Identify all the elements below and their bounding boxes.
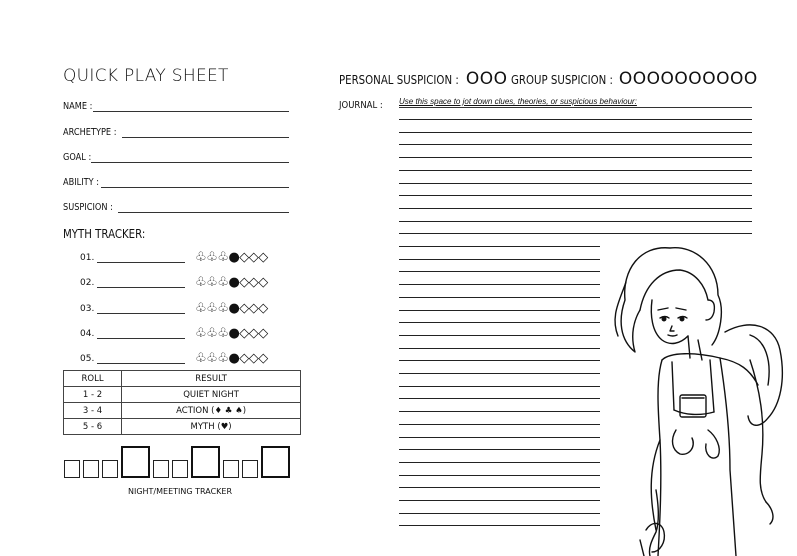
table-header-row	[64, 371, 301, 387]
write-line	[97, 363, 185, 364]
journal-line[interactable]	[399, 195, 752, 196]
sheet-title: QUICK PLAY SHEET	[63, 66, 229, 86]
result-cell: QUIET NIGHT	[122, 387, 301, 403]
journal-line[interactable]	[399, 157, 752, 158]
write-line	[93, 101, 289, 112]
myth-row[interactable]	[80, 250, 300, 267]
suit-track[interactable]: ♧♧♧●◇◇◇	[195, 301, 268, 316]
myth-row-number: 05.	[80, 354, 95, 364]
tracker-meeting-box[interactable]	[191, 446, 220, 478]
suit-track[interactable]: ♧♧♧●◇◇◇	[195, 351, 268, 366]
suit-track[interactable]: ♧♧♧●◇◇◇	[195, 326, 268, 341]
myth-row[interactable]	[80, 351, 300, 368]
journal-line[interactable]	[399, 208, 752, 209]
journal-line[interactable]	[399, 183, 752, 184]
name-field[interactable]	[63, 98, 289, 112]
suit-track[interactable]: ♧♧♧●◇◇◇	[195, 250, 268, 265]
field-label: NAME :	[63, 101, 93, 112]
journal-line[interactable]	[399, 348, 621, 349]
personal-suspicion-circles[interactable]: OOO	[465, 69, 508, 89]
tracker-box[interactable]	[223, 460, 239, 478]
journal-line[interactable]	[399, 259, 621, 260]
suspicion-field[interactable]	[63, 199, 289, 213]
ability-field[interactable]	[63, 174, 289, 188]
field-label: ARCHETYPE :	[63, 127, 117, 138]
journal-line[interactable]	[399, 360, 621, 361]
myth-row[interactable]	[80, 275, 300, 292]
tracker-box[interactable]	[102, 460, 118, 478]
result-header: RESULT	[122, 371, 301, 387]
field-label: ABILITY :	[63, 177, 100, 188]
journal-line[interactable]	[399, 144, 752, 145]
myth-row[interactable]	[80, 326, 300, 343]
goal-field[interactable]	[63, 149, 289, 163]
tracker-box[interactable]	[64, 460, 80, 478]
journal-line[interactable]	[399, 373, 621, 374]
journal-line[interactable]	[399, 322, 621, 323]
write-line	[91, 152, 289, 163]
write-line	[97, 313, 185, 314]
roll-table	[63, 370, 301, 435]
group-suspicion-circles[interactable]: OOOOOOOOOO	[618, 69, 758, 89]
journal-line[interactable]	[399, 233, 752, 234]
journal-line[interactable]	[399, 221, 752, 222]
journal-line[interactable]	[399, 297, 621, 298]
tracker-meeting-box[interactable]	[261, 446, 290, 478]
table-row	[64, 387, 301, 403]
myth-row-number: 02.	[80, 278, 95, 288]
result-cell: ACTION (♦ ♣ ♠)	[122, 403, 301, 419]
tracker-box[interactable]	[153, 460, 169, 478]
tracker-box[interactable]	[242, 460, 258, 478]
journal-line[interactable]	[399, 271, 621, 272]
personal-suspicion	[339, 69, 508, 89]
suit-track[interactable]: ♧♧♧●◇◇◇	[195, 275, 268, 290]
roll-header: ROLL	[64, 371, 122, 387]
roll-cell: 5 - 6	[64, 419, 122, 435]
girl-with-backpack-illustration	[600, 240, 797, 556]
journal-line[interactable]	[399, 310, 621, 311]
journal-line[interactable]	[399, 284, 621, 285]
myth-row[interactable]	[80, 301, 300, 318]
journal-label: JOURNAL :	[339, 100, 383, 111]
write-line	[97, 262, 185, 263]
write-line	[122, 127, 289, 138]
myth-row-number: 04.	[80, 329, 95, 339]
write-line	[101, 177, 289, 188]
table-row	[64, 403, 301, 419]
field-label: SUSPICION :	[63, 202, 113, 213]
write-line	[97, 338, 185, 339]
myth-row-number: 01.	[80, 253, 95, 263]
personal-suspicion-label: PERSONAL SUSPICION :	[339, 73, 459, 87]
table-row	[64, 419, 301, 435]
result-cell: MYTH (♥)	[122, 419, 301, 435]
archetype-field[interactable]	[63, 124, 289, 138]
roll-cell: 3 - 4	[64, 403, 122, 419]
group-suspicion-label: GROUP SUSPICION :	[511, 73, 613, 87]
journal-line[interactable]	[399, 132, 752, 133]
write-line	[118, 202, 289, 213]
field-label: GOAL :	[63, 152, 92, 163]
tracker-box[interactable]	[83, 460, 99, 478]
roll-cell: 1 - 2	[64, 387, 122, 403]
journal-line[interactable]	[399, 119, 752, 120]
write-line	[97, 287, 185, 288]
group-suspicion	[511, 69, 758, 89]
tracker-meeting-box[interactable]	[121, 446, 150, 478]
night-meeting-tracker	[64, 446, 290, 478]
journal-line[interactable]	[399, 335, 621, 336]
journal-line[interactable]	[399, 170, 752, 171]
myth-tracker-heading: MYTH TRACKER:	[63, 227, 146, 241]
journal-prompt: Use this space to jot down clues, theories, or suspicious behaviour:	[399, 97, 752, 108]
tracker-box[interactable]	[172, 460, 188, 478]
tracker-label: NIGHT/MEETING TRACKER	[127, 487, 233, 496]
myth-row-number: 03.	[80, 304, 95, 314]
